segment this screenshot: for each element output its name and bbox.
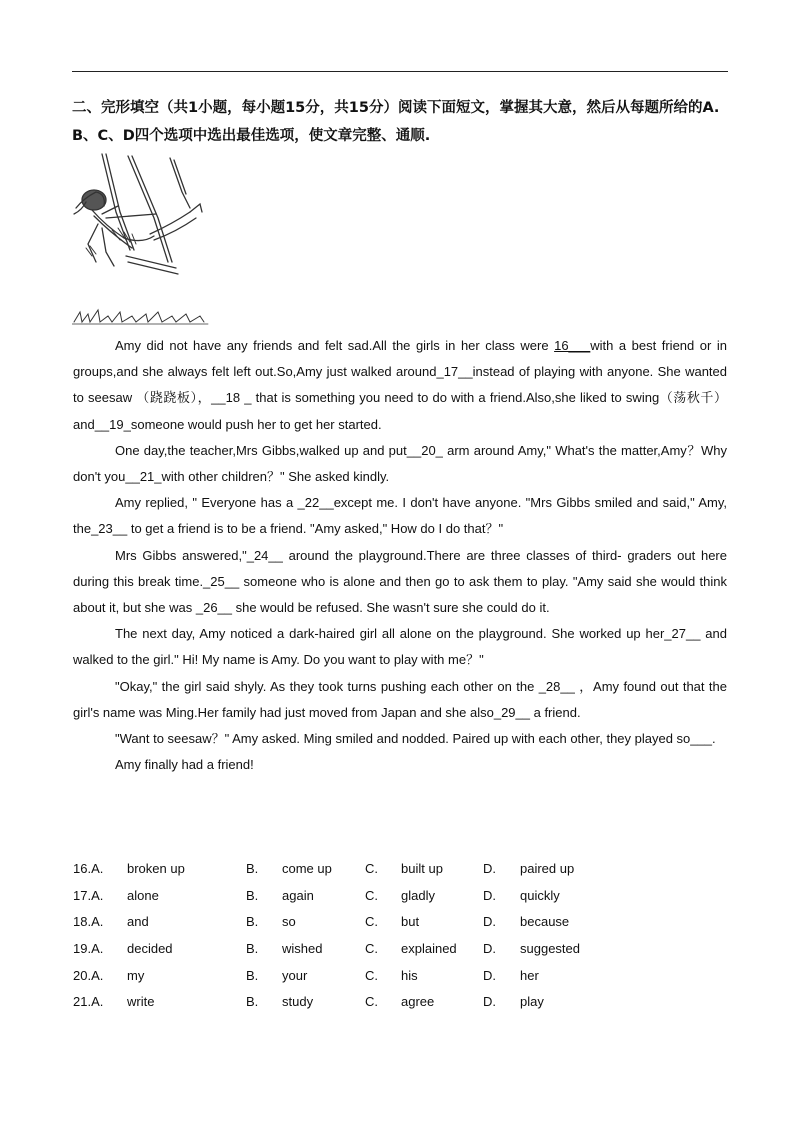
option-c: gladly — [401, 887, 435, 903]
option-b-label: B. — [246, 914, 259, 930]
question-number: 17.A. — [73, 887, 104, 903]
option-d: her — [520, 967, 539, 983]
option-row-20 — [73, 963, 693, 990]
option-b: again — [282, 887, 314, 903]
option-d: suggested — [520, 941, 580, 957]
option-d-label: D. — [483, 994, 496, 1010]
section-heading: 二、完形填空（共1小题，每小题15分，共15分）阅读下面短文，掌握其大意，然后从每题所给的A. B、C、D四个选项中选出最佳选项，使文章完整、通顺. — [72, 100, 720, 144]
option-a: write — [127, 994, 155, 1010]
option-a: my — [127, 967, 145, 983]
option-b-label: B. — [246, 967, 259, 983]
option-c-label: C. — [365, 861, 378, 876]
option-b-label: B. — [246, 994, 259, 1010]
passage-paragraph-3: Amy replied, " Everyone has a _22__except me. I don't have anyone. "Mrs Gibbs smiled and said," Amy, the_23__ to get a friend is to be a friend. "Amy asked," How do I do that？" — [73, 495, 727, 537]
option-b: so — [282, 914, 296, 930]
passage — [73, 333, 727, 778]
option-row-18 — [73, 909, 693, 936]
passage-paragraph-7: "Want to seesaw？" Amy asked. Ming smiled and nodded. Paired up with each other, they played so___. — [115, 731, 716, 747]
swing-illustration-icon — [72, 152, 210, 328]
option-d: play — [520, 994, 544, 1010]
passage-paragraph-4: Mrs Gibbs answered,"_24__ around the playground.There are three classes of third- graders out here during this break time._25__ someone who is alone and then go to ask them to play. "Amy said she would think about it, but she was _26__ she would be refused. She wasn't sure she could do it. — [73, 547, 727, 616]
passage-text: with a best friend or in groups,and she always felt left out.So,Amy just walked around_17__instead of playing with anyone. She wanted to seesaw （跷跷板），__18 _ that is something you need to do with a friend.Also,she liked to swing（荡秋千）and__19_someone would push her to get her started. — [73, 338, 727, 432]
passage-paragraph-2: One day,the teacher,Mrs Gibbs,walked up and put__20_ arm around Amy," What's the matter,Amy？Why don't you__21_with other children？" She asked kindly. — [73, 442, 727, 485]
option-row-21 — [73, 989, 693, 1016]
passage-paragraph-6: "Okay," the girl said shyly. As they took turns pushing each other on the _28__ ，Amy found out that the girl's name was Ming.Her family had just moved from Japan and she also_29__ a friend. — [73, 678, 727, 720]
option-a: alone — [127, 887, 159, 903]
top-rule — [72, 71, 728, 72]
option-d-label: D. — [483, 941, 496, 957]
option-a: and — [127, 914, 149, 930]
option-c: his — [401, 967, 418, 983]
option-b-label: B. — [246, 887, 259, 903]
option-b-label: B. — [246, 941, 259, 957]
question-number: 21.A. — [73, 994, 104, 1010]
option-d-label: D. — [483, 967, 496, 983]
option-c-label: C. — [365, 967, 378, 983]
option-c-label: C. — [365, 887, 378, 903]
option-b: wished — [282, 941, 323, 957]
option-d-label: D. — [483, 914, 496, 930]
option-row-19 — [73, 936, 693, 963]
option-d: quickly — [520, 887, 560, 903]
option-d-label: D. — [483, 887, 496, 903]
passage-text: Amy did not have any friends and felt sad.All the girls in her class were — [115, 338, 555, 353]
answer-options — [73, 856, 693, 1016]
option-d: paired up — [520, 861, 575, 876]
passage-paragraph-1 — [73, 333, 727, 438]
question-number: 18.A. — [73, 914, 104, 930]
option-c-label: C. — [365, 994, 378, 1010]
option-b-label: B. — [246, 861, 259, 876]
option-d-label: D. — [483, 861, 496, 876]
question-number: 19.A. — [73, 941, 104, 957]
blank-16: 16___ — [554, 338, 591, 353]
question-number: 20.A. — [73, 967, 104, 983]
option-row-17 — [73, 883, 693, 910]
option-d: because — [520, 914, 570, 930]
option-b: study — [282, 994, 314, 1010]
option-c-label: C. — [365, 941, 378, 957]
option-b: come up — [282, 861, 332, 876]
passage-paragraph-5: The next day, Amy noticed a dark-haired girl all alone on the playground. She worked up her_27__ and walked to the girl." Hi! My name is Amy. Do you want to play with me？" — [73, 626, 727, 668]
option-a: broken up — [127, 861, 185, 876]
option-b: your — [282, 967, 308, 983]
passage-paragraph-8: Amy finally had a friend! — [115, 757, 254, 773]
option-c: built up — [401, 861, 443, 876]
option-row-16 — [73, 856, 693, 883]
option-c: explained — [401, 941, 457, 957]
swing-illustration-svg — [72, 152, 210, 328]
option-c-label: C. — [365, 914, 378, 930]
option-a: decided — [127, 941, 173, 957]
option-c: agree — [401, 994, 435, 1010]
option-c: but — [401, 914, 420, 930]
question-number: 16.A. — [73, 861, 104, 876]
